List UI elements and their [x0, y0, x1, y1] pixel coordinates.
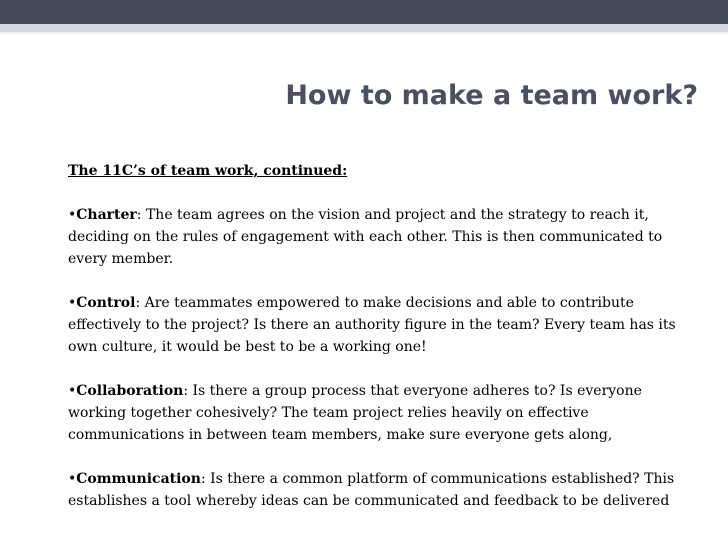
- bullet-term: Communication: [76, 471, 201, 487]
- bullet-item-charter: [68, 204, 698, 270]
- bullet-item-control: [68, 292, 698, 358]
- slide-subtitle: The 11C’s of team work, continued:: [68, 163, 348, 179]
- bullet-text: : The team agrees on the vision and project and the strategy to reach it, deciding on the rules of engagement with each other. This is then communicated to every member.: [68, 207, 663, 267]
- bullet-text: : Are teammates empowered to make decisions and able to contribute effectively to the project? Is there an authority figure in the team? Every team has its own culture, it would be best to be a working one!: [68, 295, 676, 355]
- bullet-glyph: •: [68, 471, 77, 487]
- bullet-text: : Is there a group process that everyone adheres to? Is everyone working together cohesively? The team project relies heavily on effective communications in between team members, make sure everyone gets along,: [68, 383, 642, 443]
- bullet-text: : Is there a common platform of communications established? This establishes a tool whereby ideas can be communicated and feedback to be delivered: [68, 471, 675, 509]
- bullet-term: Collaboration: [76, 383, 184, 399]
- accent-strip: [0, 24, 728, 32]
- bullet-item-communication: [68, 468, 698, 512]
- bullet-term: Charter: [76, 207, 137, 223]
- bullet-term: Control: [76, 295, 136, 311]
- bullet-item-collaboration: [68, 380, 698, 446]
- bullet-glyph: •: [68, 383, 77, 399]
- bullet-glyph: •: [68, 207, 77, 223]
- bullet-glyph: •: [68, 295, 77, 311]
- slide-body: [68, 160, 698, 512]
- top-bar: [0, 0, 728, 24]
- accent-line: [0, 32, 728, 34]
- slide-title: How to make a team work?: [285, 80, 698, 111]
